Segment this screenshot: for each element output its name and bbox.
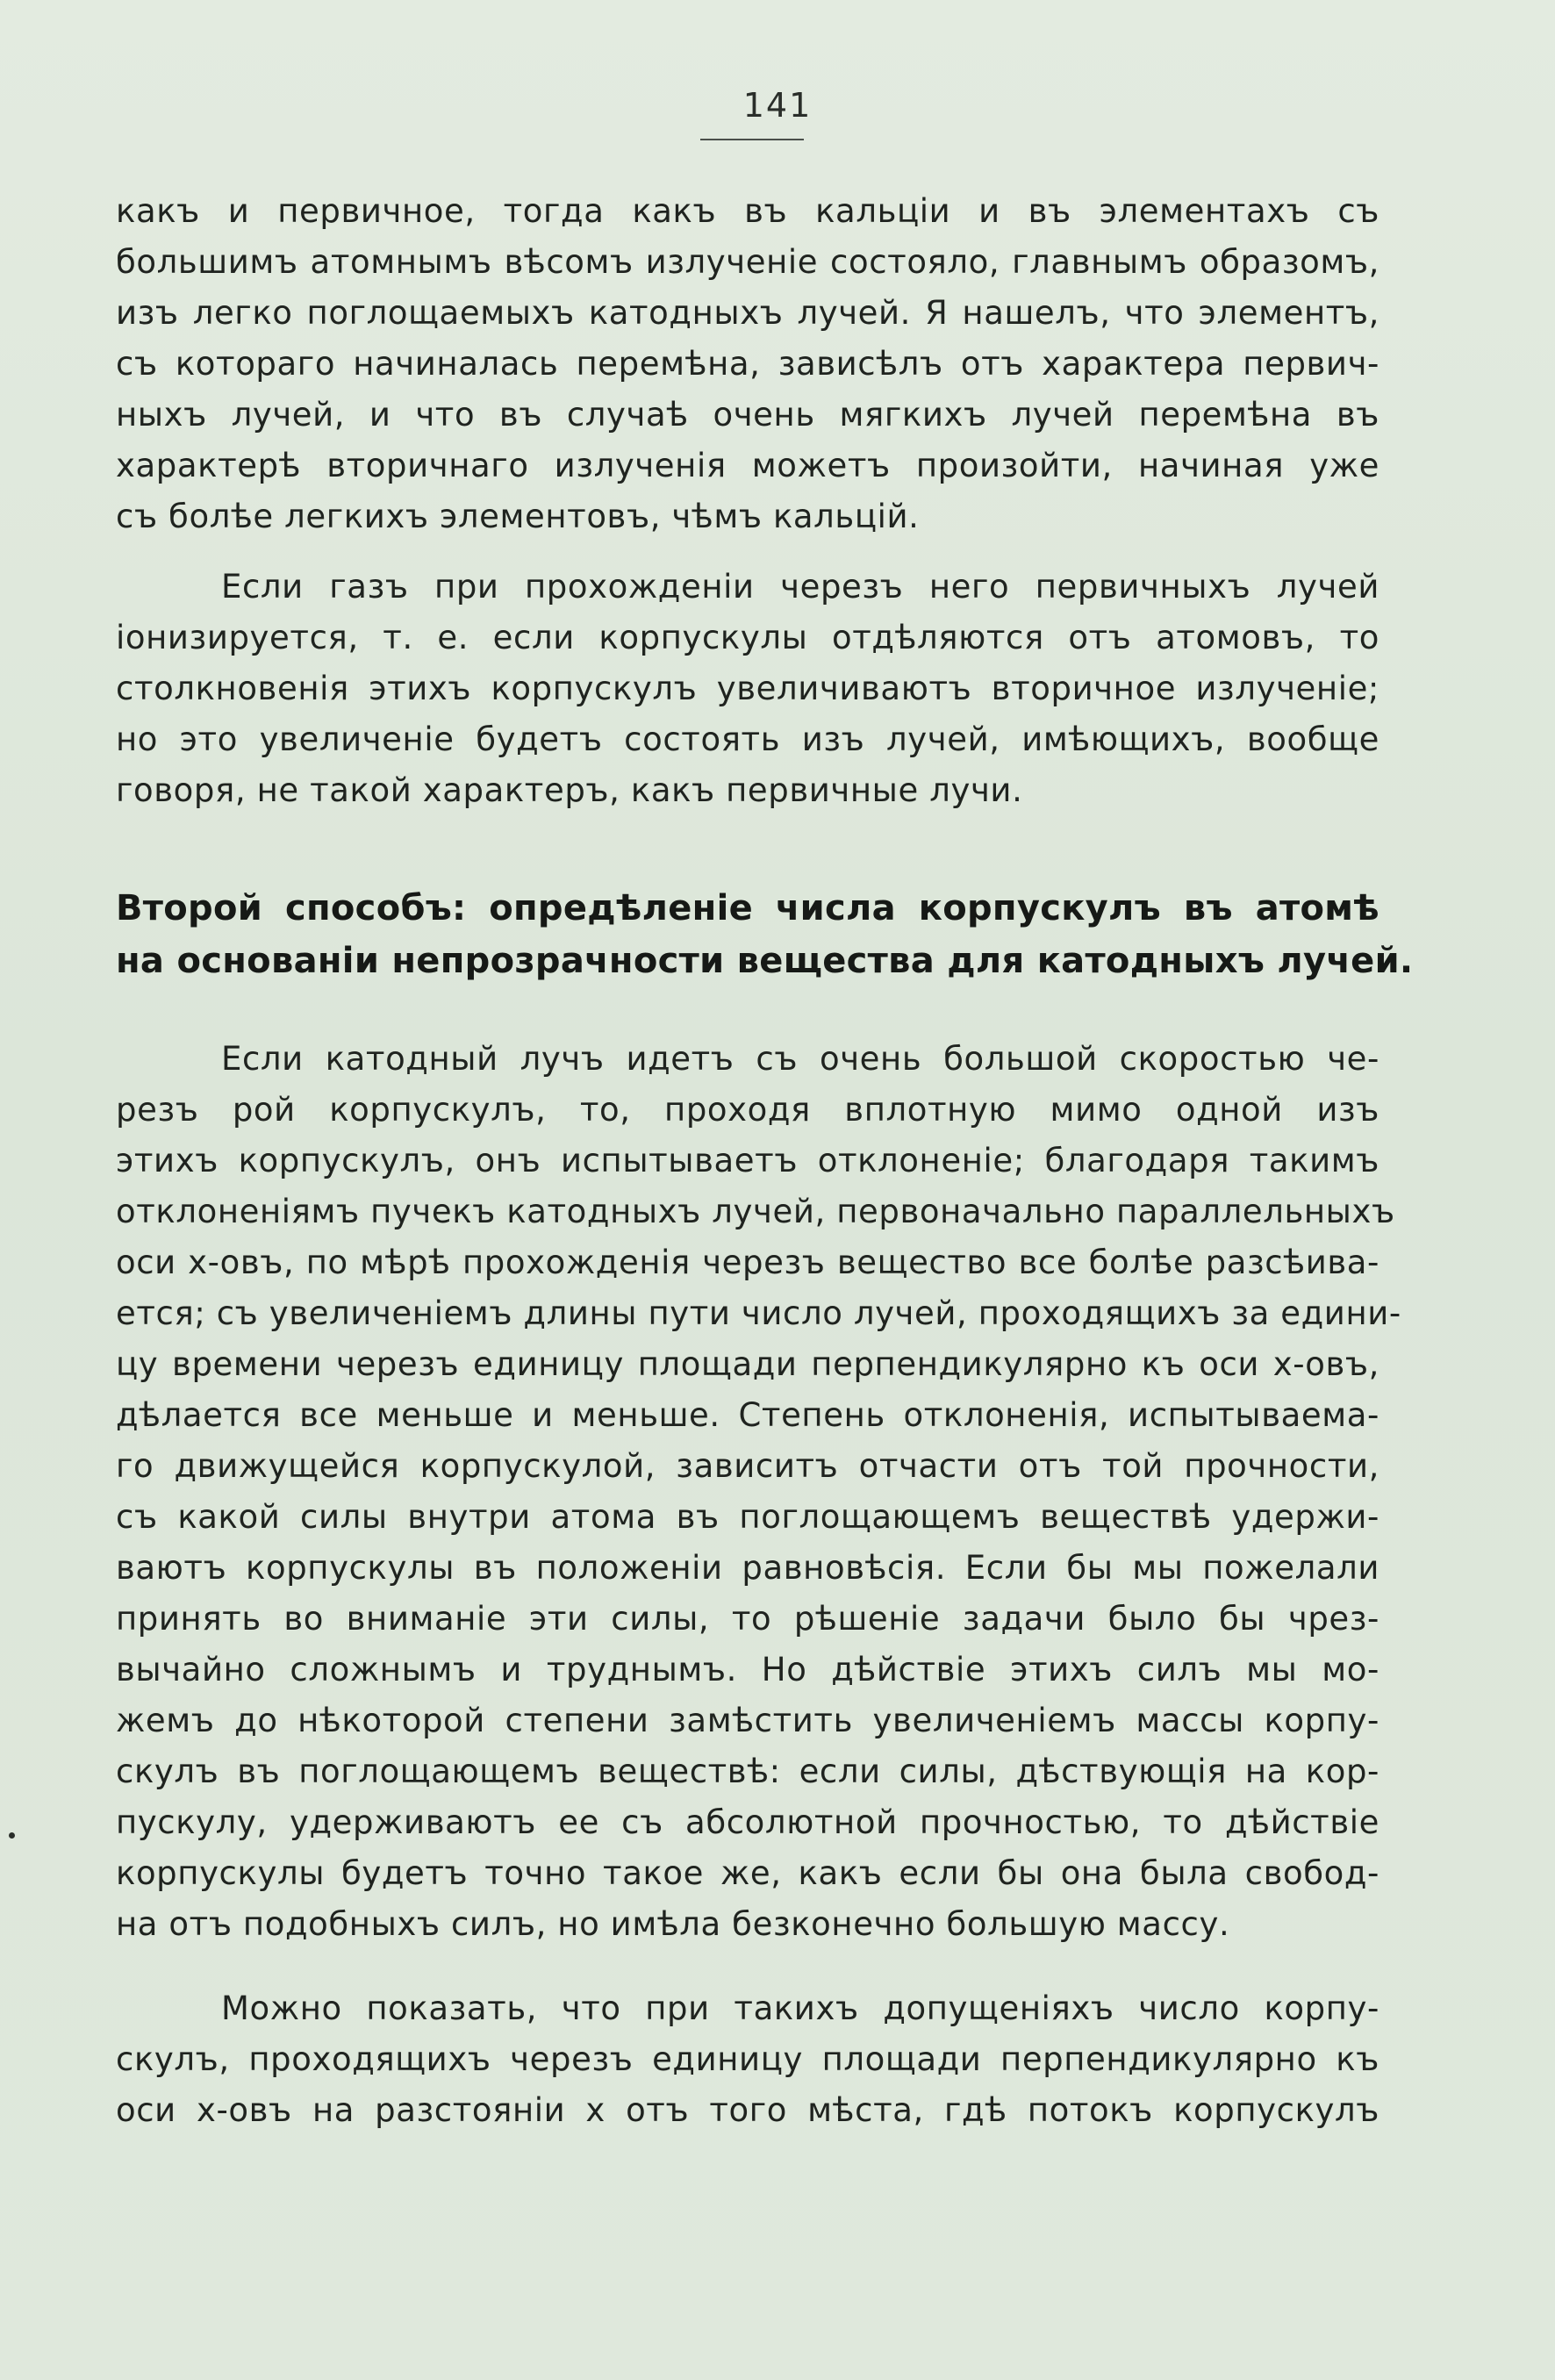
text-line: характерѣ вторичнаго излученія можетъ произойти, начиная уже [116, 447, 1379, 484]
page-number-rule [700, 139, 804, 140]
text-line: этихъ корпускулъ, онъ испытываетъ отклоненіе; благодаря такимъ [116, 1142, 1379, 1179]
text-line: скулъ въ поглощающемъ веществѣ: если силы, дѣствующія на кор- [116, 1753, 1379, 1790]
paragraph-4 [116, 1983, 1379, 2136]
text-line: принять во вниманіе эти силы, то рѣшеніе задачи было бы чрез- [116, 1600, 1379, 1638]
text-line: оси x-овъ на разстояніи x отъ того мѣста, гдѣ потокъ корпускулъ [116, 2091, 1380, 2129]
text-line: корпускулы будетъ точно такое же, какъ если бы она была свобод- [116, 1854, 1379, 1892]
text-line: цу времени черезъ единицу площади перпендикулярно къ оси x-овъ, [116, 1345, 1379, 1383]
section-heading [116, 882, 1414, 987]
text-line: но это увеличеніе будетъ состоять изъ лучей, имѣющихъ, вообще [116, 720, 1379, 758]
text-line: ваютъ корпускулы въ положеніи равновѣсія. Если бы мы пожелали [116, 1549, 1379, 1587]
text-line: Если катодный лучъ идетъ съ очень большой скоростью че- [221, 1040, 1379, 1078]
paragraph-2 [116, 562, 1379, 816]
text-line: го движущейся корпускулой, зависитъ отчасти отъ той прочности, [116, 1447, 1379, 1485]
paragraph-3 [116, 1034, 1401, 1950]
text-line: съ котораго начиналась перемѣна, зависѣлъ отъ характера первич- [116, 345, 1379, 383]
heading-line: Второй способъ: опредѣленіе числа корпускулъ въ атомѣ [116, 888, 1379, 928]
text-line: отклоненіямъ пучекъ катодныхъ лучей, первоначально параллельныхъ [116, 1193, 1395, 1230]
text-line: на отъ подобныхъ силъ, но имѣла безконечно большую массу. [116, 1905, 1230, 1943]
text-line: какъ и первичное, тогда какъ въ кальціи и въ элементахъ съ [116, 192, 1379, 230]
text-line: жемъ до нѣкоторой степени замѣстить увеличеніемъ массы корпу- [116, 1702, 1379, 1739]
text-line: ныхъ лучей, и что въ случаѣ очень мягкихъ лучей перемѣна въ [116, 396, 1379, 434]
ink-speck [9, 1832, 15, 1839]
text-line: Можно показать, что при такихъ допущеніяхъ число корпу- [221, 1989, 1379, 2027]
text-line: ется; съ увеличеніемъ длины пути число лучей, проходящихъ за едини- [116, 1294, 1401, 1332]
text-line: съ болѣе легкихъ элементовъ, чѣмъ кальцій. [116, 498, 920, 535]
text-line: съ какой силы внутри атома въ поглощающемъ веществѣ удержи- [116, 1498, 1379, 1536]
text-line: столкновенія этихъ корпускулъ увеличиваютъ вторичное излученіе; [116, 670, 1379, 707]
heading-line: на основаніи непрозрачности вещества для катодныхъ лучей. [116, 941, 1414, 981]
text-line: пускулу, удерживаютъ ее съ абсолютной прочностью, то дѣйствіе [116, 1803, 1379, 1841]
text-line: резъ рой корпускулъ, то, проходя вплотную мимо одной изъ [116, 1091, 1379, 1129]
text-line: большимъ атомнымъ вѣсомъ излученіе состояло, главнымъ образомъ, [116, 243, 1379, 281]
text-line: іонизируется, т. е. если корпускулы отдѣляются отъ атомовъ, то [116, 619, 1379, 656]
text-line: оси x-овъ, по мѣрѣ прохожденія черезъ вещество все болѣе разсѣива- [116, 1244, 1379, 1281]
paragraph-1 [116, 186, 1379, 542]
text-line: Если газъ при прохожденіи черезъ него первичныхъ лучей [221, 568, 1379, 606]
text-line: вычайно сложнымъ и труднымъ. Но дѣйствіе этихъ силъ мы мо- [116, 1651, 1379, 1688]
page-number: 141 [742, 86, 813, 125]
text-line: скулъ, проходящихъ черезъ единицу площади перпендикулярно къ [116, 2040, 1379, 2078]
text-line: говоря, не такой характеръ, какъ первичные лучи. [116, 771, 1023, 809]
text-line: дѣлается все меньше и меньше. Степень отклоненія, испытываема- [116, 1396, 1379, 1434]
text-line: изъ легко поглощаемыхъ катодныхъ лучей. Я нашелъ, что элементъ, [116, 294, 1379, 332]
